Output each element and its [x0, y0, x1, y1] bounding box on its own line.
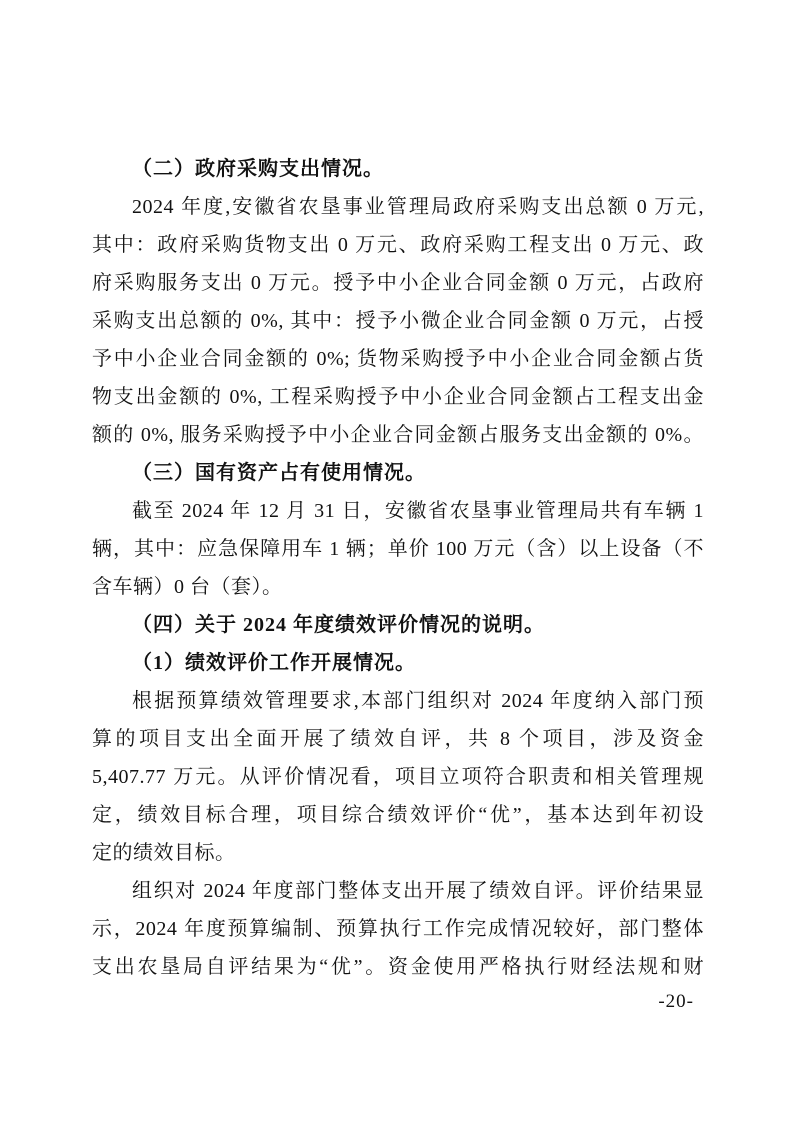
body-text-line: 定，绩效目标合理，项目综合绩效评价“优”，基本达到年初设	[92, 804, 704, 826]
body-text-line: 额的 0%, 服务采购授予中小企业合同金额占服务支出金额的 0%。	[92, 424, 704, 446]
body-text-line: 算的项目支出全面开展了绩效自评，共 8 个项目，涉及资金	[92, 728, 704, 750]
body-text-line: 支出农垦局自评结果为“优”。资金使用严格执行财经法规和财	[92, 956, 704, 978]
body-text-line: 采购支出总额的 0%, 其中：授予小微企业合同金额 0 万元，占授	[92, 310, 704, 332]
document-body	[92, 150, 704, 986]
body-text-line: 定的绩效目标。	[92, 842, 236, 864]
body-text-line: 5,407.77 万元。从评价情况看，项目立项符合职责和相关管理规	[92, 766, 704, 788]
body-text-line: 截至 2024 年 12 月 31 日，安徽省农垦事业管理局共有车辆 1	[132, 500, 704, 522]
body-text-line: 物支出金额的 0%, 工程采购授予中小企业合同金额占工程支出金	[92, 386, 704, 408]
body-text-line: 其中：政府采购货物支出 0 万元、政府采购工程支出 0 万元、政	[92, 234, 704, 256]
body-text-line: 含车辆）0 台（套）。	[92, 576, 283, 598]
body-text-line: 组织对 2024 年度部门整体支出开展了绩效自评。评价结果显	[132, 880, 704, 902]
body-text-line: 予中小企业合同金额的 0%; 货物采购授予中小企业合同金额占货	[92, 348, 704, 370]
heading-item-1: （1）绩效评价工作开展情况。	[132, 652, 416, 674]
body-text-line: 辆，其中：应急保障用车 1 辆；单价 100 万元（含）以上设备（不	[92, 538, 704, 560]
heading-section-iii: （三）国有资产占有使用情况。	[132, 462, 426, 484]
heading-section-ii: （二）政府采购支出情况。	[132, 158, 384, 180]
body-text-line: 府采购服务支出 0 万元。授予中小企业合同金额 0 万元，占政府	[92, 272, 704, 294]
heading-section-iv: （四）关于 2024 年度绩效评价情况的说明。	[132, 614, 545, 636]
body-text-line: 2024 年度,安徽省农垦事业管理局政府采购支出总额 0 万元,	[132, 196, 704, 218]
body-text-line: 根据预算绩效管理要求,本部门组织对 2024 年度纳入部门预	[132, 690, 704, 712]
page-number: -20-	[658, 991, 694, 1012]
body-text-line: 示，2024 年度预算编制、预算执行工作完成情况较好，部门整体	[92, 918, 704, 940]
